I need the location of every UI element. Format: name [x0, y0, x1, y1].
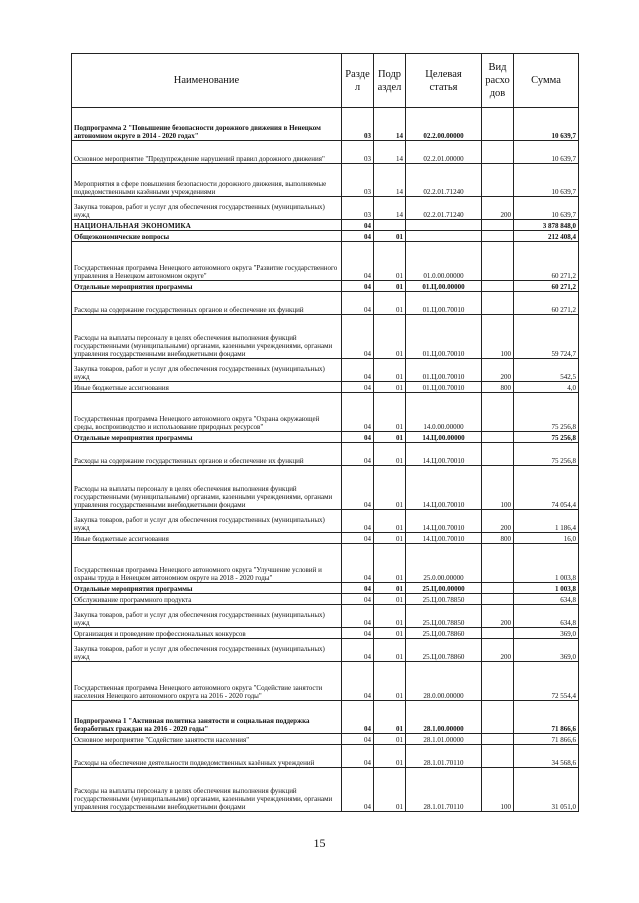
row-amount-cell: 10 639,7 — [514, 141, 579, 164]
row-section-cell: 03 — [342, 141, 374, 164]
row-expense-type-cell — [482, 108, 514, 141]
row-expense-type-cell — [482, 745, 514, 768]
row-amount-cell: 369,0 — [514, 639, 579, 662]
row-subsection-cell: 01 — [374, 701, 406, 734]
row-target-article-cell: 02.2.01.00000 — [406, 141, 482, 164]
row-expense-type-cell — [482, 662, 514, 701]
table-row — [72, 292, 579, 315]
row-expense-type-cell: 200 — [482, 197, 514, 220]
row-amount-cell: 1 186,4 — [514, 510, 579, 533]
table-row — [72, 701, 579, 734]
table-row — [72, 432, 579, 443]
row-subsection-cell: 01 — [374, 594, 406, 605]
row-expense-type-cell: 100 — [482, 315, 514, 359]
row-name-cell: Мероприятия в сфере повышения безопасности дорожного движения, выполняемые подведомственными казёнными учреждениями — [72, 164, 342, 197]
row-name-cell: Организация и проведение профессиональных конкурсов — [72, 628, 342, 639]
row-section-cell: 03 — [342, 197, 374, 220]
row-amount-cell: 634,8 — [514, 605, 579, 628]
table-row — [72, 605, 579, 628]
row-subsection-cell: 01 — [374, 510, 406, 533]
row-name-cell: Отдельные мероприятия программы — [72, 583, 342, 594]
row-amount-cell: 3 878 848,0 — [514, 220, 579, 231]
row-amount-cell: 10 639,7 — [514, 197, 579, 220]
row-subsection-cell — [374, 220, 406, 231]
row-expense-type-cell — [482, 628, 514, 639]
row-target-article-cell: 14.Ц.00.70010 — [406, 443, 482, 466]
row-amount-cell: 542,5 — [514, 359, 579, 382]
row-section-cell: 04 — [342, 628, 374, 639]
table-row — [72, 231, 579, 242]
row-target-article-cell: 02.2.01.71240 — [406, 197, 482, 220]
row-name-cell: Расходы на содержание государственных органов и обеспечение их функций — [72, 443, 342, 466]
table-body — [72, 108, 579, 812]
table-row — [72, 533, 579, 544]
row-expense-type-cell: 800 — [482, 382, 514, 393]
row-expense-type-cell — [482, 443, 514, 466]
row-target-article-cell: 01.Ц.00.70010 — [406, 359, 482, 382]
row-section-cell: 04 — [342, 639, 374, 662]
row-target-article-cell: 25.Ц.00.78860 — [406, 639, 482, 662]
row-expense-type-cell — [482, 292, 514, 315]
row-subsection-cell: 01 — [374, 443, 406, 466]
table-row — [72, 382, 579, 393]
row-amount-cell: 60 271,2 — [514, 292, 579, 315]
row-amount-cell: 60 271,2 — [514, 281, 579, 292]
row-amount-cell: 71 866,6 — [514, 701, 579, 734]
row-name-cell: Подпрограмма 1 "Активная политика занятости и социальная поддержка безработных граждан на 2016 - 2020 годы" — [72, 701, 342, 734]
row-subsection-cell: 14 — [374, 164, 406, 197]
header-expense-type: Вид расхо дов — [482, 54, 514, 108]
row-subsection-cell: 01 — [374, 544, 406, 583]
table-row — [72, 628, 579, 639]
row-subsection-cell: 01 — [374, 393, 406, 432]
row-amount-cell: 1 003,8 — [514, 583, 579, 594]
row-target-article-cell: 01.Ц.00.00000 — [406, 281, 482, 292]
row-name-cell: Закупка товаров, работ и услуг для обеспечения государственных (муниципальных) нужд — [72, 359, 342, 382]
row-target-article-cell: 01.Ц.00.70010 — [406, 292, 482, 315]
row-target-article-cell: 02.2.01.71240 — [406, 164, 482, 197]
row-amount-cell: 59 724,7 — [514, 315, 579, 359]
row-expense-type-cell — [482, 734, 514, 745]
row-expense-type-cell — [482, 701, 514, 734]
table-row — [72, 315, 579, 359]
row-name-cell: Основное мероприятие "Содействие занятости населения" — [72, 734, 342, 745]
table-row — [72, 164, 579, 197]
row-amount-cell: 60 271,2 — [514, 242, 579, 281]
row-subsection-cell: 01 — [374, 466, 406, 510]
row-amount-cell: 10 639,7 — [514, 164, 579, 197]
row-subsection-cell: 01 — [374, 533, 406, 544]
table-row — [72, 745, 579, 768]
row-subsection-cell: 01 — [374, 605, 406, 628]
row-target-article-cell: 28.1.00.00000 — [406, 701, 482, 734]
row-amount-cell: 31 051,0 — [514, 768, 579, 812]
table-row — [72, 141, 579, 164]
row-section-cell: 04 — [342, 443, 374, 466]
row-target-article-cell: 28.0.00.00000 — [406, 662, 482, 701]
row-amount-cell: 74 054,4 — [514, 466, 579, 510]
row-section-cell: 04 — [342, 745, 374, 768]
row-subsection-cell: 01 — [374, 432, 406, 443]
row-section-cell: 04 — [342, 605, 374, 628]
row-target-article-cell: 28.1.01.00000 — [406, 734, 482, 745]
header-amount: Сумма — [514, 54, 579, 108]
header-name: Наименование — [72, 54, 342, 108]
row-section-cell: 04 — [342, 315, 374, 359]
row-section-cell: 04 — [342, 466, 374, 510]
row-name-cell: Иные бюджетные ассигнования — [72, 533, 342, 544]
row-expense-type-cell — [482, 281, 514, 292]
row-target-article-cell — [406, 220, 482, 231]
header-section: Разде л — [342, 54, 374, 108]
row-target-article-cell: 25.Ц.00.78850 — [406, 605, 482, 628]
row-section-cell: 04 — [342, 734, 374, 745]
table-header — [72, 54, 579, 108]
row-subsection-cell: 01 — [374, 231, 406, 242]
row-name-cell: Государственная программа Ненецкого автономного округа "Развитие государственного управления в Ненецком автономном округе" — [72, 242, 342, 281]
row-section-cell: 04 — [342, 220, 374, 231]
row-subsection-cell: 14 — [374, 141, 406, 164]
table-row — [72, 281, 579, 292]
row-section-cell: 04 — [342, 432, 374, 443]
row-name-cell: Основное мероприятие "Предупреждение нарушений правил дорожного движения" — [72, 141, 342, 164]
row-amount-cell: 75 256,8 — [514, 393, 579, 432]
table-row — [72, 734, 579, 745]
row-expense-type-cell: 100 — [482, 466, 514, 510]
row-target-article-cell: 28.1.01.70110 — [406, 768, 482, 812]
row-target-article-cell — [406, 231, 482, 242]
row-name-cell: Закупка товаров, работ и услуг для обеспечения государственных (муниципальных) нужд — [72, 605, 342, 628]
row-expense-type-cell — [482, 164, 514, 197]
table-row — [72, 639, 579, 662]
row-subsection-cell: 01 — [374, 662, 406, 701]
row-target-article-cell: 01.Ц.00.70010 — [406, 382, 482, 393]
row-subsection-cell: 01 — [374, 242, 406, 281]
row-amount-cell: 634,8 — [514, 594, 579, 605]
row-name-cell: Расходы на выплаты персоналу в целях обеспечения выполнения функций государственными (муниципальными) органами, казенными учреждениями, органами управления государственными внебюджетными фондами — [72, 768, 342, 812]
row-section-cell: 03 — [342, 108, 374, 141]
row-amount-cell: 34 568,6 — [514, 745, 579, 768]
row-section-cell: 03 — [342, 164, 374, 197]
row-section-cell: 04 — [342, 701, 374, 734]
row-subsection-cell: 14 — [374, 197, 406, 220]
row-target-article-cell: 25.Ц.00.78850 — [406, 594, 482, 605]
table-row — [72, 510, 579, 533]
row-name-cell: Расходы на содержание государственных органов и обеспечение их функций — [72, 292, 342, 315]
row-name-cell: Обслуживание программного продукта — [72, 594, 342, 605]
row-name-cell: Государственная программа Ненецкого автономного округа "Улучшение условий и охраны труда в Ненецком автономном округе на 2018 - 2020 годы" — [72, 544, 342, 583]
row-name-cell: Расходы на обеспечение деятельности подведомственных казённых учреждений — [72, 745, 342, 768]
header-target-article: Целевая статья — [406, 54, 482, 108]
table-row — [72, 768, 579, 812]
row-subsection-cell: 01 — [374, 315, 406, 359]
row-name-cell: НАЦИОНАЛЬНАЯ ЭКОНОМИКА — [72, 220, 342, 231]
row-expense-type-cell — [482, 594, 514, 605]
row-target-article-cell: 25.0.00.00000 — [406, 544, 482, 583]
row-subsection-cell: 01 — [374, 734, 406, 745]
table-row — [72, 220, 579, 231]
row-amount-cell: 212 408,4 — [514, 231, 579, 242]
row-amount-cell: 4,0 — [514, 382, 579, 393]
row-target-article-cell: 28.1.01.70110 — [406, 745, 482, 768]
row-subsection-cell: 01 — [374, 745, 406, 768]
row-target-article-cell: 14.Ц.00.70010 — [406, 533, 482, 544]
row-target-article-cell: 25.Ц.00.78860 — [406, 628, 482, 639]
row-amount-cell: 75 256,8 — [514, 443, 579, 466]
row-expense-type-cell — [482, 141, 514, 164]
row-section-cell: 04 — [342, 292, 374, 315]
row-expense-type-cell — [482, 544, 514, 583]
row-name-cell: Расходы на выплаты персоналу в целях обеспечения выполнения функций государственными (муниципальными) органами, казенными учреждениями, органами управления государственными внебюджетными фондами — [72, 466, 342, 510]
budget-table — [71, 53, 579, 812]
page-number: 15 — [313, 836, 326, 850]
row-amount-cell: 16,0 — [514, 533, 579, 544]
row-section-cell: 04 — [342, 242, 374, 281]
table-row — [72, 544, 579, 583]
row-section-cell: 04 — [342, 231, 374, 242]
table-row — [72, 662, 579, 701]
row-target-article-cell: 14.0.00.00000 — [406, 393, 482, 432]
row-section-cell: 04 — [342, 393, 374, 432]
row-amount-cell: 72 554,4 — [514, 662, 579, 701]
row-section-cell: 04 — [342, 359, 374, 382]
row-target-article-cell: 14.Ц.00.70010 — [406, 466, 482, 510]
row-section-cell: 04 — [342, 382, 374, 393]
row-expense-type-cell: 200 — [482, 510, 514, 533]
table-row — [72, 393, 579, 432]
row-target-article-cell: 01.Ц.00.70010 — [406, 315, 482, 359]
row-target-article-cell: 14.Ц.00.70010 — [406, 510, 482, 533]
row-subsection-cell: 14 — [374, 108, 406, 141]
row-amount-cell: 71 866,6 — [514, 734, 579, 745]
row-name-cell: Расходы на выплаты персоналу в целях обеспечения выполнения функций государственными (муниципальными) органами, казенными учреждениями, органами управления государственными внебюджетными фондами — [72, 315, 342, 359]
row-target-article-cell: 02.2.00.00000 — [406, 108, 482, 141]
row-subsection-cell: 01 — [374, 639, 406, 662]
row-name-cell: Государственная программа Ненецкого автономного округа "Содействие занятости населения Ненецкого автономного округа на 2016 - 2020 годы" — [72, 662, 342, 701]
table-row — [72, 466, 579, 510]
row-amount-cell: 75 256,8 — [514, 432, 579, 443]
row-subsection-cell: 01 — [374, 292, 406, 315]
row-expense-type-cell: 200 — [482, 639, 514, 662]
row-section-cell: 04 — [342, 544, 374, 583]
table-row — [72, 359, 579, 382]
row-expense-type-cell — [482, 432, 514, 443]
row-target-article-cell: 14.Ц.00.00000 — [406, 432, 482, 443]
row-expense-type-cell: 200 — [482, 605, 514, 628]
row-section-cell: 04 — [342, 510, 374, 533]
row-target-article-cell: 01.0.00.00000 — [406, 242, 482, 281]
row-amount-cell: 10 639,7 — [514, 108, 579, 141]
row-subsection-cell: 01 — [374, 583, 406, 594]
table-row — [72, 594, 579, 605]
table-row — [72, 197, 579, 220]
header-subsection: Подр аздел — [374, 54, 406, 108]
table-row — [72, 583, 579, 594]
row-expense-type-cell — [482, 242, 514, 281]
row-subsection-cell: 01 — [374, 628, 406, 639]
row-subsection-cell: 01 — [374, 382, 406, 393]
row-subsection-cell: 01 — [374, 281, 406, 292]
row-amount-cell: 369,0 — [514, 628, 579, 639]
row-expense-type-cell — [482, 231, 514, 242]
table-row — [72, 242, 579, 281]
row-name-cell: Государственная программа Ненецкого автономного округа "Охрана окружающей среды, воспроизводство и использование природных ресурсов" — [72, 393, 342, 432]
row-name-cell: Отдельные мероприятия программы — [72, 432, 342, 443]
row-name-cell: Закупка товаров, работ и услуг для обеспечения государственных (муниципальных) нужд — [72, 510, 342, 533]
row-amount-cell: 1 003,8 — [514, 544, 579, 583]
row-expense-type-cell: 100 — [482, 768, 514, 812]
row-name-cell: Общеэкономические вопросы — [72, 231, 342, 242]
row-subsection-cell: 01 — [374, 359, 406, 382]
row-section-cell: 04 — [342, 281, 374, 292]
row-expense-type-cell: 800 — [482, 533, 514, 544]
row-name-cell: Отдельные мероприятия программы — [72, 281, 342, 292]
row-section-cell: 04 — [342, 662, 374, 701]
row-section-cell: 04 — [342, 594, 374, 605]
row-expense-type-cell: 200 — [482, 359, 514, 382]
table-row — [72, 443, 579, 466]
row-subsection-cell: 01 — [374, 768, 406, 812]
row-section-cell: 04 — [342, 533, 374, 544]
row-expense-type-cell — [482, 220, 514, 231]
table-row — [72, 108, 579, 141]
row-name-cell: Закупка товаров, работ и услуг для обеспечения государственных (муниципальных) нужд — [72, 197, 342, 220]
row-name-cell: Закупка товаров, работ и услуг для обеспечения государственных (муниципальных) нужд — [72, 639, 342, 662]
row-expense-type-cell — [482, 583, 514, 594]
row-target-article-cell: 25.Ц.00.00000 — [406, 583, 482, 594]
row-expense-type-cell — [482, 393, 514, 432]
row-section-cell: 04 — [342, 583, 374, 594]
row-name-cell: Подпрограмма 2 "Повышение безопасности дорожного движения в Ненецком автономном округе в 2014 - 2020 годах" — [72, 108, 342, 141]
row-section-cell: 04 — [342, 768, 374, 812]
row-name-cell: Иные бюджетные ассигнования — [72, 382, 342, 393]
